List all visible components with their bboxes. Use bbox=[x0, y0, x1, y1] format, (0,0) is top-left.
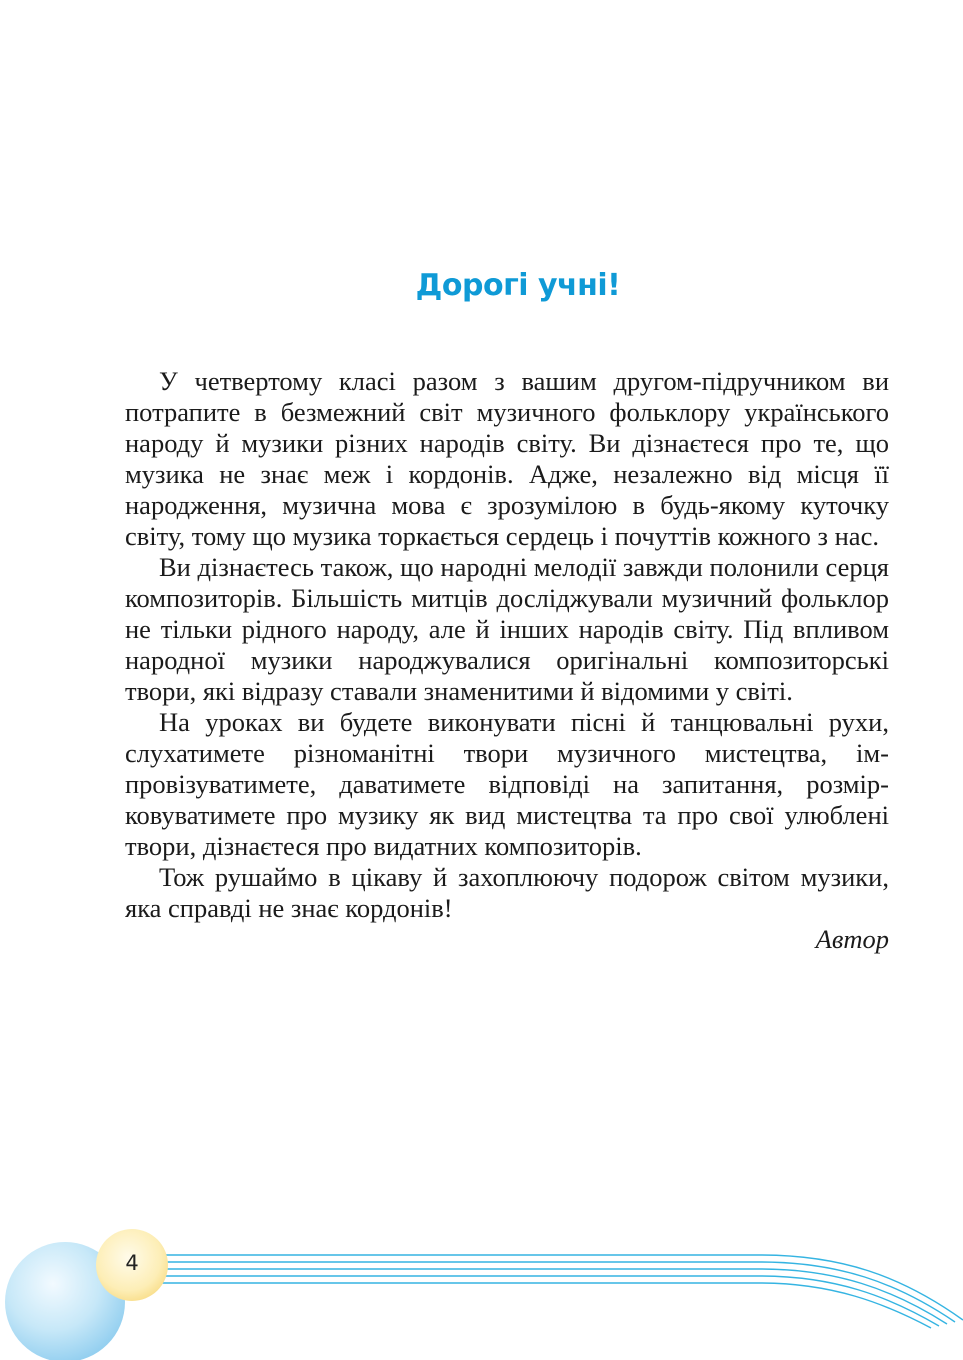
music-staff-lines bbox=[160, 1255, 963, 1328]
body-text bbox=[125, 366, 889, 955]
author-signature: Автор bbox=[815, 924, 889, 954]
page-title: Дорогі учні! bbox=[415, 268, 621, 303]
paragraph-3: На уроках ви будете виконувати пісні й танцювальні рухи, слухатимете різноманітні твори музичного мистецтва, імпровізуватимете, даватимете відповіді на запитання, розмірковуватимете про музику як вид мистецтва та про свої улюблені твори, дізнаєтеся про видатних композиторів. bbox=[125, 707, 889, 861]
page-number: 4 bbox=[125, 1251, 139, 1275]
paragraph-1: У четвертому класі разом з вашим другом-підручником ви потрапите в безмежний світ музичного фольклору українського народу й музики різних народів світу. Ви дізнаєтеся про те, що музика не знає меж і кордонів. Адже, незалежно від місця її народження, музична мова є зрозумілою в будь-якому куточку світу, тому що музика торкається сердець і почуттів кожного з нас. bbox=[125, 366, 889, 551]
paragraph-4: Тож рушаймо в цікаву й захоплюючу подорож світом музики, яка справді не знає кордонів! bbox=[125, 862, 889, 923]
paragraph-2: Ви дізнаєтесь також, що народні мелодії завжди полонили серця композиторів. Більшість митців досліджували музичний фольклор не тільки рідного народу, але й інших народів світу. Під впливом народної музики народжувалися оригінальні композиторські твори, які відразу ставали знаменитими й відомими у світі. bbox=[125, 552, 889, 706]
